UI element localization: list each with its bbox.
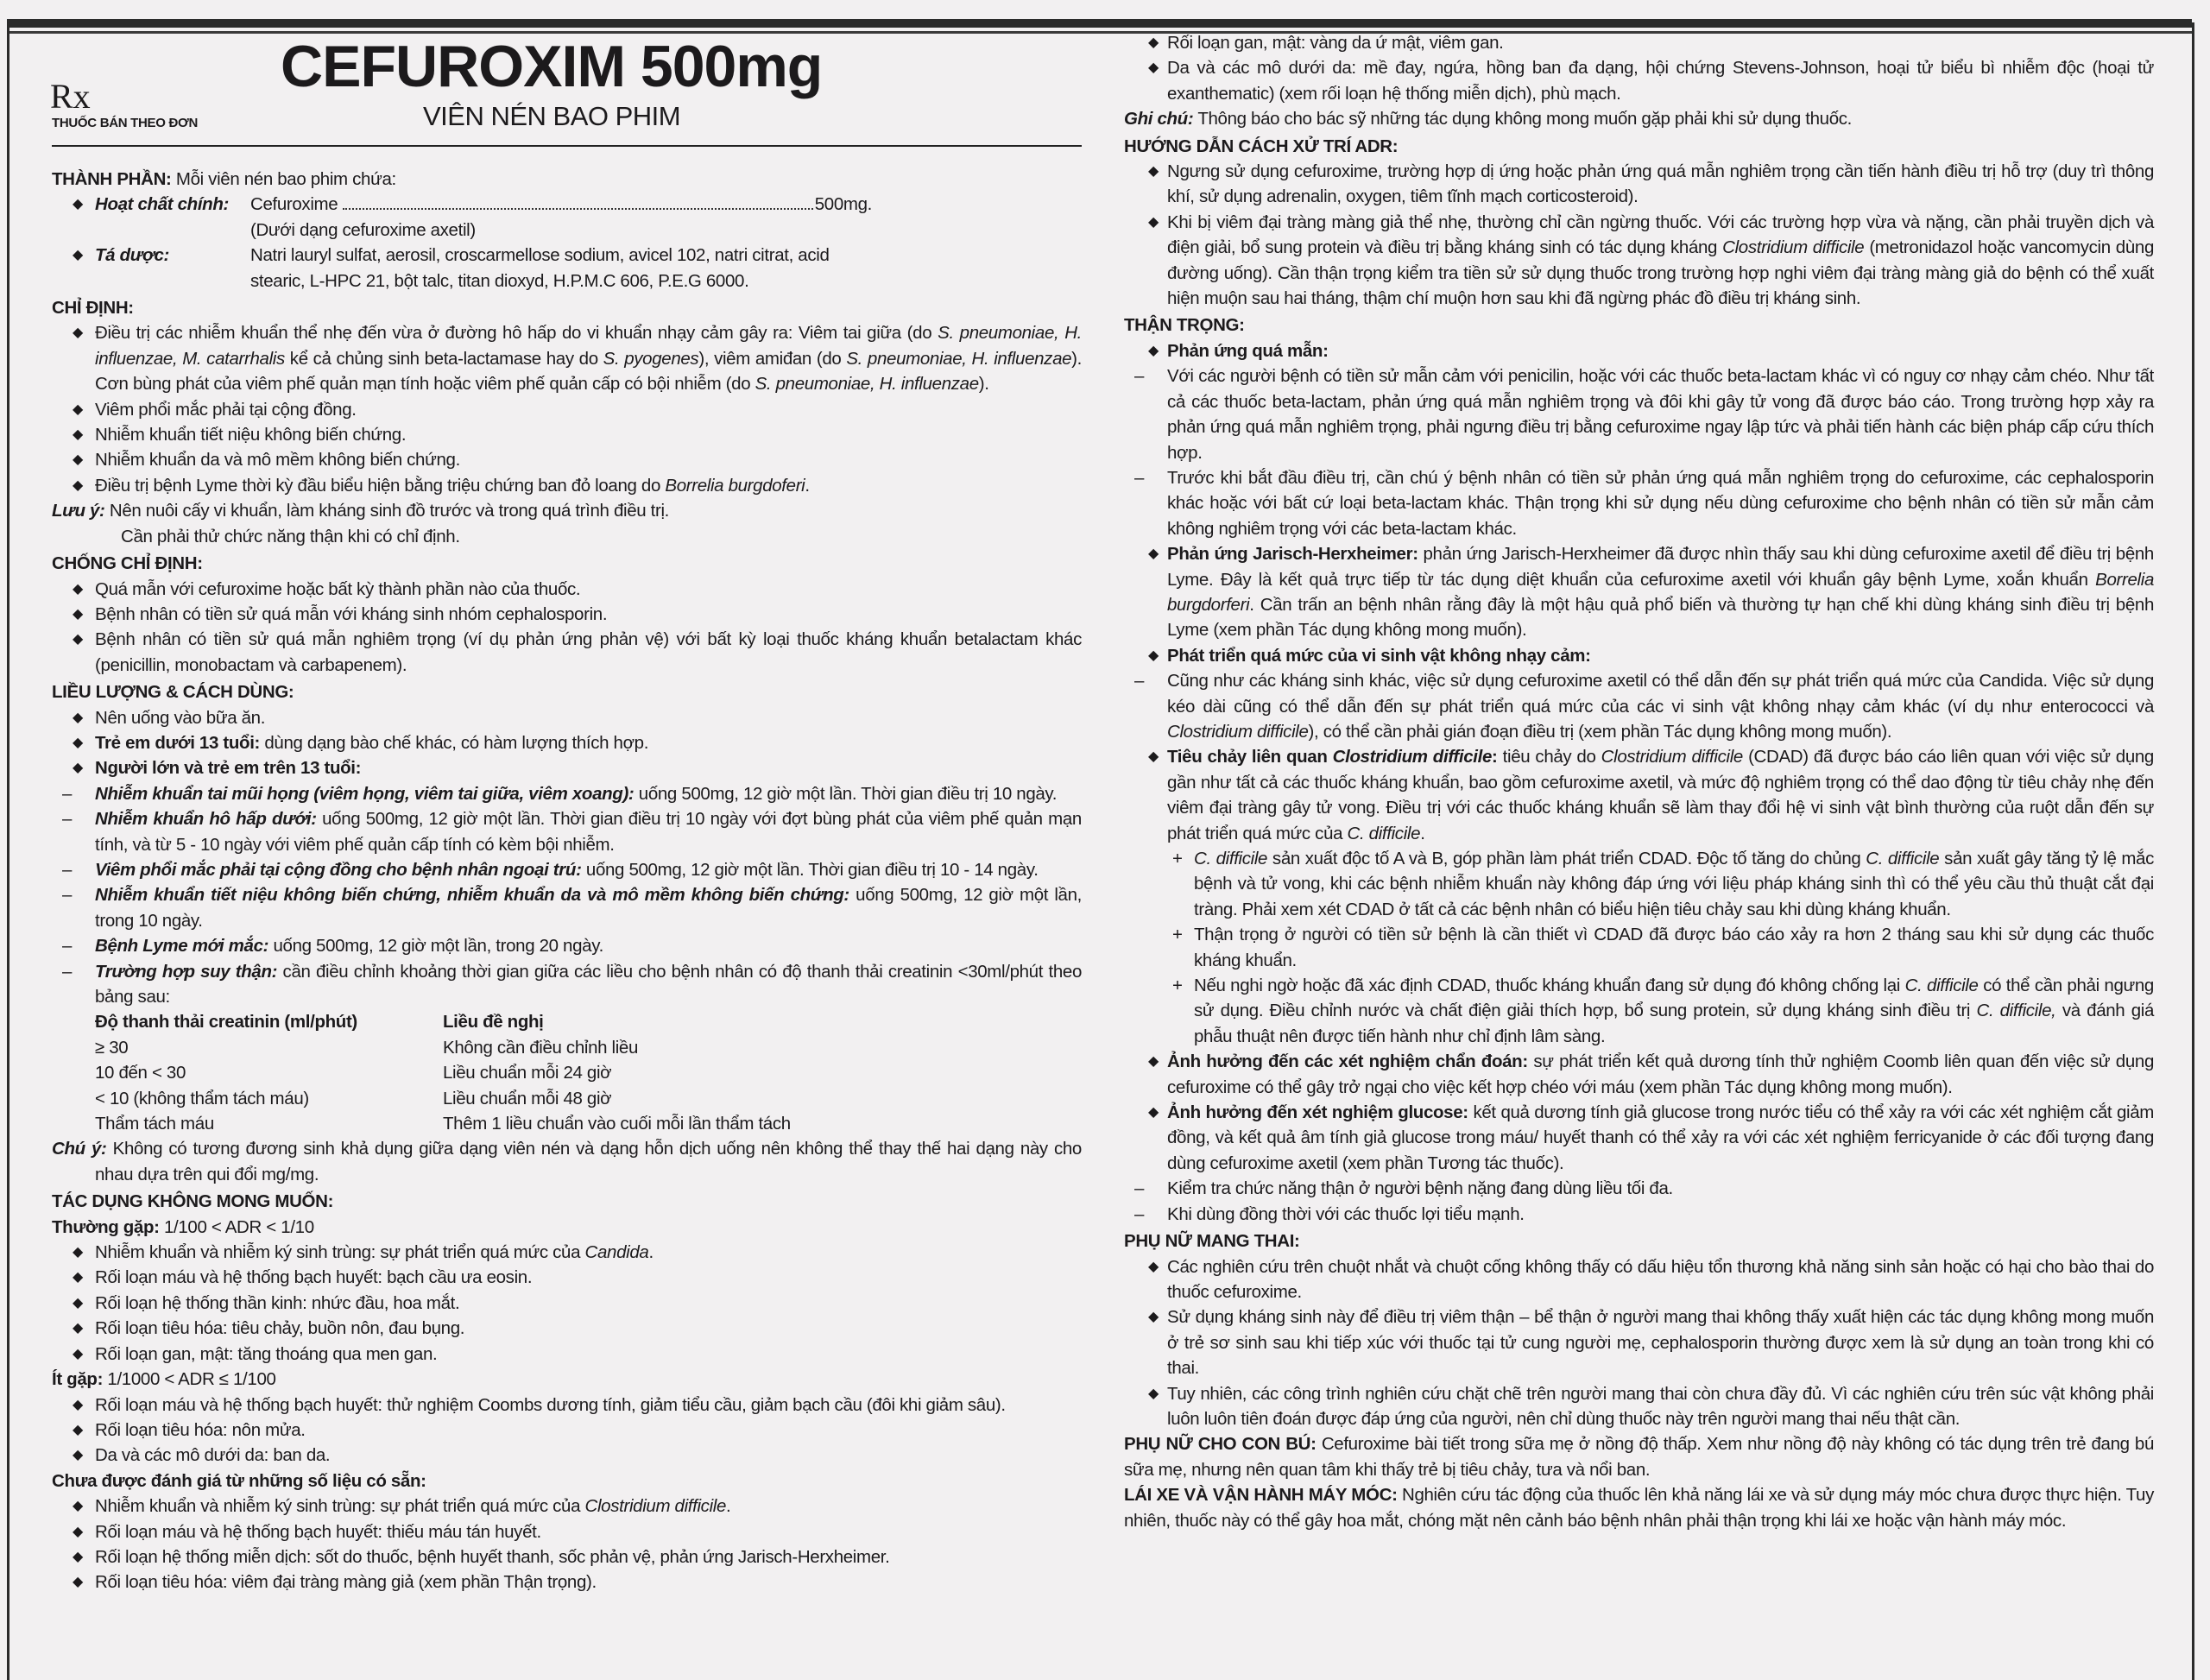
- text-run: Không có tương đương sinh khả dụng giữa dạng viên nén và dạng hỗn dịch uống nên không thể thay thế hai dạng này cho nhau dựa trên qui đổi mg/mg.: [95, 1139, 1082, 1184]
- header-divider: [52, 145, 1082, 147]
- composition-title: THÀNH PHẦN:: [52, 169, 172, 189]
- text-run: C. difficile: [1347, 823, 1421, 843]
- text-run: Với các người bệnh có tiền sử mẫn cảm với penicilin, hoặc với các thuốc beta-lactam khác vì có nguy cơ nhạy cảm chéo. Như tất cả các thuốc beta-lactam, phản ứng quá mẫn nghiêm trọng và đôi khi gây tử vong đã được báo cáo. Trong trường hợp xảy ra phản ứng quá mẫn nghiêm trọng, phải ngưng điều trị bằng cefuroxime ngay lập tức và phải tiến hành các biện pháp cấp cứu thích hợp.: [1167, 366, 2154, 463]
- rx-symbol: Rx: [50, 77, 91, 116]
- bullet-item: [1124, 1254, 2154, 1305]
- text-run: Ảnh hưởng đến các xét nghiệm chẩn đoán:: [1167, 1052, 1528, 1072]
- dash-item: [52, 882, 1082, 933]
- text-run: Phản ứng quá mẫn:: [1167, 340, 1329, 361]
- text-run: uống 500mg, 12 giờ một lần. Thời gian điều trị 10 ngày với đợt bùng phát của viêm phế quản mạn tính, và từ 5 - 10 ngày với viêm phế quản cấp tính có kèm bội nhiễm.: [95, 809, 1082, 855]
- text-run: Nhiễm khuẩn và nhiễm ký sinh trùng: sự phát triển quá mức của: [95, 1242, 585, 1263]
- text-run: Clostridium difficile: [1332, 747, 1493, 767]
- bullet-item: [52, 1443, 1082, 1468]
- text-run: Khi dùng đồng thời với các thuốc lợi tiểu mạnh.: [1167, 1203, 1525, 1224]
- note-paragraph: [1124, 106, 2154, 131]
- text-run: Ít gặp:: [52, 1369, 104, 1390]
- text-run: Trường hợp suy thận:: [95, 961, 278, 982]
- text-run: cần điều chỉnh khoảng thời gian giữa các liều cho bệnh nhân có độ thanh thải creatinin <30ml/phút theo bảng sau:: [95, 961, 1083, 1007]
- bullet-item: [52, 1265, 1082, 1290]
- note-paragraph: [52, 498, 1082, 523]
- text-run: S. pneumoniae, H. influenzae: [755, 374, 979, 395]
- product-title: CEFUROXIM 500mg: [281, 34, 823, 99]
- text-run: uống 500mg, 12 giờ một lần. Thời gian điều trị 10 - 14 ngày.: [581, 859, 1039, 880]
- bullet-item: [52, 1569, 1082, 1595]
- dash-item: [52, 933, 1082, 958]
- text-run: Bệnh nhân có tiền sử quá mẫn nghiêm trọng (ví dụ phản ứng phản vệ) với bất kỳ loại thuốc kháng khuẩn betalactam khác (penicillin, monobactam và carbapenem).: [95, 629, 1082, 675]
- active-name: Cefuroxime: [250, 194, 338, 215]
- left-sections-bottom: [52, 1136, 1082, 1595]
- bullet-item: [52, 755, 1082, 780]
- text-run: Chú ý:: [52, 1139, 107, 1159]
- text-run: Da và các mô dưới da: mề đay, ngứa, hồng ban đa dạng, hội chứng Stevens-Johnson, hoại tử biểu bì nhiễm độc (hoại tử exanthematic) (xem rối loạn hệ thống miễn dịch), phù mạch.: [1167, 58, 2154, 104]
- creatinine-clearance-cell: 10 đến < 30: [95, 1063, 186, 1083]
- bullet-item: [1124, 744, 2154, 846]
- text-run: Người lớn và trẻ em trên 13 tuổi:: [95, 758, 362, 779]
- text-run: Nếu nghi ngờ hoặc đã xác định CDAD, thuốc kháng khuẩn đang sử dụng đó không chống lại: [1194, 976, 1905, 996]
- creatinine-clearance-cell: ≥ 30: [95, 1037, 129, 1058]
- text-run: .: [1420, 823, 1425, 843]
- bullet-item: [1124, 159, 2154, 210]
- dash-item: [52, 857, 1082, 882]
- recommended-dose-cell: Liều chuẩn mỗi 24 giờ: [443, 1063, 612, 1083]
- recommended-dose-cell: Liều chuẩn mỗi 48 giờ: [443, 1088, 612, 1108]
- active-form: (Dưới dạng cefuroxime axetil): [250, 219, 476, 240]
- dash-item: [1124, 465, 2154, 541]
- text-run: Rối loạn máu và hệ thống bạch huyết: thiếu máu tán huyết.: [95, 1521, 541, 1542]
- text-run: LIỀU LƯỢNG & CÁCH DÙNG:: [52, 682, 294, 703]
- excipient-text: Natri lauryl sulfat, aerosil, croscarmellose sodium, avicel 102, natri citrat, acid stearic, L-HPC 21, bột talc, titan dioxyd, H.P.M.C 606, P.E.G 6000.: [250, 245, 830, 291]
- section-heading: [1124, 134, 2154, 159]
- recommended-dose-cell: Thêm 1 liều chuẩn vào cuối mỗi lần thẩm tách: [443, 1114, 791, 1134]
- text-run: tiêu chảy do: [1497, 747, 1601, 767]
- creatinine-clearance-cell: Thẩm tách máu: [95, 1114, 214, 1134]
- bullet-item: [1124, 1304, 2154, 1380]
- left-column: [52, 165, 1082, 1595]
- text-run: có thể cần phải ngưng sử dụng. Điều chỉnh nước và chất điện giải thích hợp, bổ sung protein, sử dụng kháng sinh điều trị: [1194, 976, 2154, 1021]
- text-run: Cần phải thử chức năng thận khi có chỉ định.: [121, 526, 460, 546]
- left-sections-top: [52, 295, 1082, 1009]
- text-run: CHỈ ĐỊNH:: [52, 298, 134, 319]
- active-ingredient: [52, 192, 1082, 243]
- note-paragraph: [1124, 1431, 2154, 1482]
- text-run: Clostridium difficile: [1722, 237, 1865, 258]
- text-run: (CDAD) đã được báo cáo liên quan với việc sử dụng gần như tất cả các thuốc kháng khuẩn, bao gồm cefuroxime axetil, và mức độ nghiêm trọng có thể dao động từ tiêu chảy nhẹ đến viêm đại tràng gây tử vong. Điều trị với các thuốc kháng khuẩn sẽ làm thay đổi hệ vi sinh vật bình thường của ruột dẫn đến sự phát triển quá mức của: [1167, 747, 2154, 843]
- prescription-only-label: THUỐC BÁN THEO ĐƠN: [52, 116, 199, 130]
- text-run: ), có thể cần phải gián đoạn điều trị (xem phần Tác dụng không mong muốn).: [1308, 721, 1892, 742]
- text-run: Nên nuôi cấy vi khuẩn, làm kháng sinh đồ trước và trong quá trình điều trị.: [104, 501, 670, 521]
- text-run: Ảnh hưởng đến xét nghiệm glucose:: [1167, 1102, 1468, 1123]
- bullet-item: [52, 320, 1082, 396]
- text-run: 1/1000 < ADR ≤ 1/100: [103, 1369, 276, 1390]
- note-paragraph: [52, 1367, 1082, 1392]
- dash-item: [1124, 1176, 2154, 1201]
- text-run: Nhiễm khuẩn tai mũi họng (viêm họng, viêm tai giữa, viêm xoang):: [95, 783, 635, 804]
- right-sections: [1124, 30, 2154, 1533]
- text-run: Bệnh Lyme mới mắc:: [95, 936, 269, 957]
- dot-leader: [343, 208, 812, 210]
- bullet-item: [1124, 1049, 2154, 1100]
- text-run: Rối loạn tiêu hóa: viêm đại tràng màng giả (xem phần Thận trọng).: [95, 1572, 597, 1593]
- bullet-item: [52, 1316, 1082, 1341]
- text-run: Điều trị bệnh Lyme thời kỳ đầu biểu hiện bằng triệu chứng ban đỏ loang do: [95, 475, 666, 496]
- text-run: Sử dụng kháng sinh này để điều trị viêm thận – bể thận ở người mang thai không thấy xuất hiện các tác dụng không mong muốn ở trẻ sơ sinh sau khi tiếp xúc với thuốc tại tử cung người mẹ, cephalosporin thường được xem là sử dụng an toàn trong khi có thai.: [1167, 1307, 2154, 1379]
- text-run: Khi bị viêm đại tràng màng giả thể nhẹ, thường chỉ cần ngừng thuốc. Với các trường hợp vừa và nặng, cần phải truyền dịch và điện giải, bổ sung protein và điều trị bằng kháng sinh có tác dụng kháng: [1167, 212, 2154, 258]
- text-run: .: [648, 1242, 654, 1263]
- bullet-item: [52, 447, 1082, 472]
- text-run: Rối loạn gan, mật: tăng thoáng qua men gan.: [95, 1343, 438, 1364]
- text-run: :: [1492, 747, 1498, 767]
- text-run: S. pneumoniae, H. influenzae, M. catarrhalis: [95, 323, 1082, 369]
- text-run: và đánh giá phẫu thuật nên được tiến hành như chỉ định lâm sàng.: [1194, 1001, 2154, 1046]
- text-run: LÁI XE VÀ VẬN HÀNH MÁY MÓC:: [1124, 1485, 1398, 1506]
- section-heading: [52, 551, 1082, 576]
- text-run: PHỤ NỮ CHO CON BÚ:: [1124, 1434, 1317, 1455]
- text-run: Nhiễm khuẩn và nhiễm ký sinh trùng: sự phát triển quá mức của: [95, 1496, 585, 1517]
- dash-item: [52, 781, 1082, 806]
- bullet-item: [52, 1494, 1082, 1519]
- table-row: [95, 1060, 791, 1085]
- excipient-label: Tá dược:: [95, 245, 169, 266]
- section-heading: [52, 1189, 1082, 1214]
- creatinine-clearance-cell: < 10 (không thẩm tách máu): [95, 1088, 309, 1108]
- bullet-item: [1124, 210, 2154, 312]
- text-run: C. difficile,: [1976, 1001, 2056, 1021]
- text-run: Điều trị các nhiễm khuẩn thể nhẹ đến vừa ở đường hô hấp do vi khuẩn nhạy cảm gây ra: Viêm tai giữa (do: [95, 323, 938, 344]
- bullet-item: [1124, 1381, 2154, 1432]
- text-run: Rối loạn hệ thống thần kinh: nhức đầu, hoa mắt.: [95, 1292, 460, 1313]
- text-run: Ngưng sử dụng cefuroxime, trường hợp dị ứng hoặc phản ứng quá mẫn nghiêm trọng cần tiến hành điều trị hỗ trợ (duy trì thông khí, sử dụng adrenalin, oxygen, tiêm tĩnh mạch corticosteroid).: [1167, 161, 2154, 207]
- text-run: Da và các mô dưới da: ban da.: [95, 1445, 331, 1466]
- text-run: CHỐNG CHỈ ĐỊNH:: [52, 553, 203, 574]
- text-run: Nhiễm khuẩn tiết niệu không biến chứng.: [95, 425, 407, 445]
- text-run: Rối loạn tiêu hóa: nôn mửa.: [95, 1419, 306, 1440]
- bullet-item: [1124, 1100, 2154, 1176]
- bullet-item: [52, 602, 1082, 627]
- product-form: VIÊN NÉN BAO PHIM: [423, 101, 681, 131]
- plus-item: [1124, 846, 2154, 922]
- text-run: Phản ứng Jarisch-Herxheimer:: [1167, 544, 1418, 565]
- text-run: Nhiễm khuẩn tiết niệu không biến chứng, nhiễm khuẩn da và mô mềm không biến chứng:: [95, 885, 849, 906]
- note-paragraph: [52, 1215, 1082, 1240]
- text-run: Clostridium difficile: [1167, 721, 1309, 742]
- note-paragraph: [52, 1468, 1082, 1494]
- bullet-item: [1124, 338, 2154, 363]
- text-run: Clostridium difficile: [584, 1496, 727, 1517]
- text-run: uống 500mg, 12 giờ một lần. Thời gian điều trị 10 ngày.: [634, 783, 1058, 804]
- text-run: Rối loạn tiêu hóa: tiêu chảy, buồn nôn, đau bụng.: [95, 1318, 465, 1339]
- section-heading: [52, 679, 1082, 704]
- active-amount: 500mg.: [814, 194, 872, 215]
- text-run: Cefuroxime bài tiết trong sữa mẹ ở nồng độ thấp. Xem như nồng độ này không có tác dụng trên trẻ đang bú sữa mẹ, nhưng nên quan tâm khi thấy trẻ bị tiêu chảy, tưa và nổi ban.: [1124, 1434, 2154, 1480]
- text-run: sự phát triển kết quả dương tính thử nghiệm Coomb liên quan đến việc sử dụng cefuroxime có thể gây trở ngại cho việc kết hợp chéo với máu (xem phần Tác dụng không mong muốn).: [1167, 1052, 2154, 1097]
- text-run: kể cả chủng sinh beta-lactamase hay do: [284, 348, 603, 369]
- text-run: sản xuất độc tố A và B, góp phần làm phát triển CDAD. Độc tố tăng do chủng: [1267, 849, 1866, 868]
- bullet-item: [52, 422, 1082, 447]
- composition-heading: [52, 167, 1082, 192]
- table-row: [95, 1035, 791, 1060]
- text-run: Trước khi bắt đầu điều trị, cần chú ý bệnh nhân có tiền sử phản ứng quá mẫn nghiêm trọng do cefuroxime, các cephalosporin khác hoặc với bất cứ loại beta-lactam khác. Thận trọng khi sử dụng nếu dùng cefuroxime cho bệnh nhân có tiền sử mẫn cảm không nghiêm trọng với các beta-lactam khác.: [1167, 467, 2154, 539]
- text-run: PHỤ NỮ MANG THAI:: [1124, 1231, 1300, 1252]
- text-run: Viêm phổi mắc phải tại cộng đồng cho bệnh nhân ngoại trú:: [95, 859, 582, 880]
- table-row: [95, 1111, 791, 1136]
- plus-item: [1124, 922, 2154, 973]
- text-run: Phát triển quá mức của vi sinh vật không nhạy cảm:: [1167, 645, 1591, 666]
- dash-item: [1124, 363, 2154, 465]
- plus-item: [1124, 973, 2154, 1049]
- text-run: Rối loạn máu và hệ thống bạch huyết: thử nghiệm Coombs dương tính, giảm tiểu cầu, giảm bạch cầu (đôi khi giảm sâu).: [95, 1394, 1006, 1415]
- text-run: Ghi chú:: [1124, 109, 1194, 129]
- bullet-item: [1124, 55, 2154, 106]
- text-run: Candida: [584, 1242, 649, 1263]
- bullet-item: [52, 397, 1082, 422]
- dash-item: [52, 959, 1082, 1010]
- text-run: phản ứng Jarisch-Herxheimer đã được nhìn thấy sau khi dùng cefuroxime axetil để điều trị bệnh Lyme. Đây là kết quả trực tiếp từ tác dụng diệt khuẩn của cefuroxime axetil với khuẩn gây bệnh Lyme, xoắn khuẩn: [1167, 544, 2154, 590]
- text-run: dùng dạng bào chế khác, có hàm lượng thích hợp.: [260, 732, 649, 753]
- text-run: Viêm phổi mắc phải tại cộng đồng.: [95, 399, 357, 420]
- text-run: Borrelia burgdoferi: [665, 475, 805, 496]
- bullet-item: [52, 1544, 1082, 1569]
- text-run: THẬN TRỌNG:: [1124, 315, 1245, 336]
- text-run: Thường gặp:: [52, 1216, 160, 1237]
- text-run: Thông báo cho bác sỹ những tác dụng không mong muốn gặp phải khi sử dụng thuốc.: [1193, 109, 1853, 129]
- excipients: [52, 243, 1082, 294]
- text-run: C. difficile: [1866, 849, 1940, 868]
- bullet-item: [52, 1240, 1082, 1265]
- text-run: Nhiễm khuẩn hô hấp dưới:: [95, 809, 317, 830]
- text-run: S. pneumoniae, H. influenzae: [846, 348, 1072, 369]
- text-run: Nghiên cứu tác động của thuốc lên khả năng lái xe và sử dụng máy móc chưa được thực hiện. Tuy nhiên, thuốc này có thể gây hoa mắt, chóng mặt nên cảnh báo bệnh nhân phải thận trọng khi lái xe hoặc vận hành máy móc.: [1124, 1485, 2154, 1531]
- note-paragraph: [52, 1136, 1082, 1187]
- bullet-item: [52, 577, 1082, 602]
- text-run: uống 500mg, 12 giờ một lần, trong 20 ngày.: [268, 936, 603, 957]
- bullet-item: [1124, 643, 2154, 668]
- text-run: kết quả dương tính giả glucose trong nước tiểu có thể xảy ra với các xét nghiệm cắt giảm đồng, và kết quả âm tính giả glucose trong máu/ huyết thanh có thể xảy ra với các xét nghiệm ferricyanide ở các đối tượng đang dùng cefuroxime axetil (xem phần Tương tác thuốc).: [1167, 1102, 2154, 1173]
- text-run: 1/100 < ADR < 1/10: [159, 1216, 314, 1237]
- text-run: S. pyogenes: [603, 348, 699, 369]
- bullet-item: [52, 627, 1082, 678]
- text-run: C. difficile: [1194, 849, 1268, 868]
- text-run: HƯỚNG DẪN CÁCH XỬ TRÍ ADR:: [1124, 136, 1399, 156]
- text-run: Trẻ em dưới 13 tuổi:: [95, 732, 261, 753]
- dash-item: [52, 806, 1082, 857]
- note-continuation: [52, 524, 1082, 549]
- active-label: Hoạt chất chính:: [95, 194, 229, 215]
- text-run: C. difficile: [1904, 976, 1979, 996]
- text-run: Bệnh nhân có tiền sử quá mẫn với kháng sinh nhóm cephalosporin.: [95, 603, 608, 624]
- text-run: Rối loạn gan, mật: vàng da ứ mật, viêm gan.: [1167, 33, 1504, 53]
- text-run: Các nghiên cứu trên chuột nhắt và chuột cống không thấy có dấu hiệu tổn thương khả năng sinh sản hoặc có hại cho bào thai do thuốc cefuroxime.: [1167, 1256, 2154, 1302]
- section-heading: [52, 295, 1082, 320]
- text-run: .: [805, 475, 810, 496]
- text-run: Thận trọng ở người có tiền sử bệnh là cần thiết vì CDAD đã được báo cáo xảy ra hơn 2 tháng sau khi sử dụng các thuốc kháng khuẩn.: [1194, 925, 2154, 970]
- creatinine-clearance-cell: Độ thanh thải creatinin (ml/phút): [95, 1012, 357, 1033]
- bullet-item: [52, 705, 1082, 730]
- text-run: Tiêu chảy liên quan: [1167, 747, 1333, 767]
- text-run: Kiểm tra chức năng thận ở người bệnh nặng đang dùng liều tối đa.: [1167, 1178, 1673, 1199]
- text-run: ). Cơn bùng phát của viêm phế quản mạn tính hoặc viêm phế quản cấp có bội nhiễm (do: [95, 348, 1082, 395]
- text-run: sản xuất gây tăng tỷ lệ mắc bệnh và tử vong, khi các bệnh nhiễm khuẩn này không đáp ứng với liệu pháp kháng sinh thì có thể yêu cầu thủ thuật cắt đại tràng. Phải xem xét CDAD ở tất cả các bệnh nhân có biểu hiện tiêu chảy sau khi dùng kháng khuẩn.: [1194, 849, 2154, 919]
- text-run: Rối loạn máu và hệ thống bạch huyết: bạch cầu ưa eosin.: [95, 1267, 533, 1288]
- text-run: Cũng như các kháng sinh khác, việc sử dụng cefuroxime axetil có thể dẫn đến sự phát triển quá mức của Candida. Việc sử dụng kéo dài cũng có thể dẫn đến sự phát triển quá mức của các vi sinh vật không nhạy cảm khác (ví dụ như enterococci và: [1167, 671, 2154, 717]
- section-heading: [1124, 313, 2154, 338]
- bullet-item: [52, 1519, 1082, 1544]
- bullet-item: [1124, 541, 2154, 643]
- bullet-item: [1124, 30, 2154, 55]
- bullet-item: [52, 1291, 1082, 1316]
- recommended-dose-cell: Không cần điều chỉnh liều: [443, 1037, 639, 1058]
- section-heading: [1124, 1228, 2154, 1254]
- bullet-item: [52, 473, 1082, 498]
- note-paragraph: [1124, 1482, 2154, 1533]
- text-run: ), viêm amiđan (do: [698, 348, 847, 369]
- right-column: [1124, 30, 2154, 1533]
- text-run: Quá mẫn với cefuroxime hoặc bất kỳ thành phần nào của thuốc.: [95, 578, 581, 599]
- text-run: Clostridium difficile: [1601, 747, 1743, 767]
- text-run: Tuy nhiên, các công trình nghiên cứu chặt chẽ trên người mang thai còn chưa đầy đủ. Vì các nghiên cứu trên súc vật không phải luôn luôn tiên đoán được đáp ứng của người, nên chỉ dùng thuốc này trên người mang thai nếu thật cần.: [1167, 1383, 2154, 1429]
- recommended-dose-cell: Liều đề nghị: [443, 1012, 544, 1033]
- bullet-item: [52, 1342, 1082, 1367]
- table-header-row: [95, 1009, 791, 1034]
- renal-dosage-table: [95, 1009, 791, 1136]
- bullet-item: [52, 730, 1082, 755]
- text-run: ).: [978, 374, 989, 395]
- text-run: TÁC DỤNG KHÔNG MONG MUỐN:: [52, 1191, 334, 1212]
- text-run: Lưu ý:: [52, 501, 105, 521]
- dash-item: [1124, 668, 2154, 744]
- text-run: Nên uống vào bữa ăn.: [95, 707, 266, 728]
- text-run: Borrelia burgdorferi: [1167, 569, 2154, 615]
- text-run: Nhiễm khuẩn da và mô mềm không biến chứng.: [95, 450, 460, 471]
- bullet-item: [52, 1393, 1082, 1418]
- text-run: .: [726, 1496, 731, 1517]
- text-run: . Cần trấn an bệnh nhân rằng đây là một hậu quả phổ biến và thường tự hạn chế khi dùng kháng sinh điều trị bệnh Lyme (xem phần Tác dụng không mong muốn).: [1167, 594, 2154, 641]
- text-run: Chưa được đánh giá từ những số liệu có sẵn:: [52, 1470, 426, 1491]
- text-run: Rối loạn hệ thống miễn dịch: sốt do thuốc, bệnh huyết thanh, sốc phản vệ, phản ứng Jarisch-Herxheimer.: [95, 1546, 890, 1567]
- table-row: [95, 1086, 791, 1111]
- composition-intro: Mỗi viên nén bao phim chứa:: [175, 169, 396, 189]
- bullet-item: [52, 1418, 1082, 1443]
- dash-item: [1124, 1202, 2154, 1227]
- text-run: uống 500mg, 12 giờ một lần, trong 10 ngày.: [95, 885, 1082, 931]
- text-run: (metronidazol hoặc vancomycin dùng đường uống). Cần thận trọng kiểm tra tiền sử sử dụng thuốc trong trường hợp nghi viêm đại tràng màng giả do bệnh có thể xuất hiện muộn sau hai tháng, thậm chí muộn hơn sau khi đã ngừng phác đồ điều trị kháng sinh.: [1167, 237, 2154, 309]
